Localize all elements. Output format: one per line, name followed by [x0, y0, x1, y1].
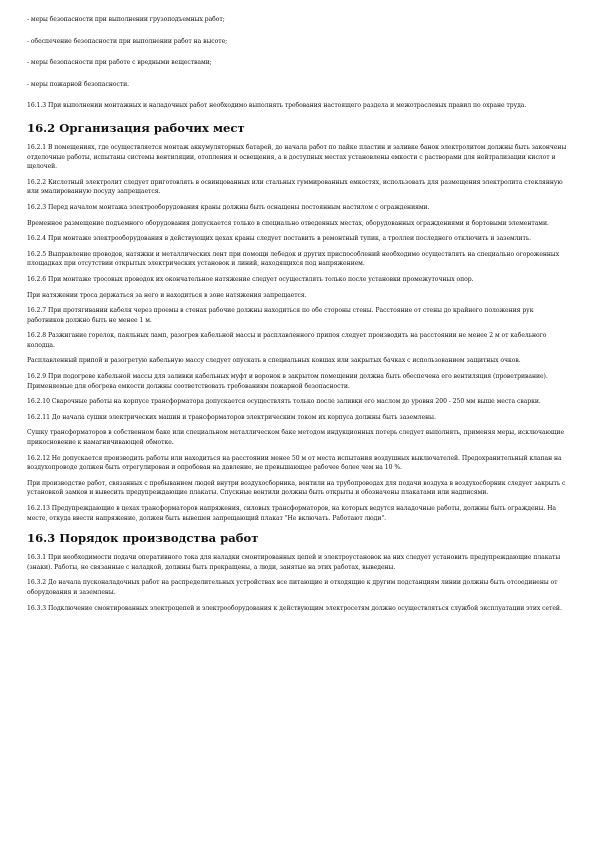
paragraph: Сушку трансформаторов в собственном баке или специальном металлическом баке методом индукционных потерь следует выполнять, применяя меры, исключающие прикосновение к намагничивающей обмотке.: [27, 429, 565, 447]
intro-item: - меры пожарной безопасности.: [27, 80, 130, 88]
paragraph: 16.2.1 В помещениях, где осуществляется монтаж аккумуляторных батарей, до начала работ по пайке пластин и заливке банок электролитом должны быть закончены отделочные работы, испытаны системы вентиляции, отопления и освещения, а в доступных местах установлены емкости с растворами для нейтрализации кислот и щелочей.: [27, 143, 567, 171]
paragraph: 16.2.3 Перед началом монтажа электрооборудования краны должны быть оснащены постоянным настилом с ограждениями.: [27, 203, 430, 211]
paragraph: 16.2.5 Выправление проводов, натяжки и металлических лент при помощи лебедок и других приспособлений необходимо осуществлять на специально огороженных площадках при отсутствии открытых электрических установок и линий, находящихся под напряжением.: [27, 250, 560, 268]
paragraph: 16.1.3 При выполнении монтажных и наладочных работ необходимо выполнять требования настоящего раздела и межотраслевых правил по охране труда.: [27, 102, 527, 110]
intro-item: - меры безопасности при выполнении грузоподъемных работ;: [27, 16, 225, 23]
paragraph: 16.2.11 До начала сушки электрических машин и трансформаторов электрическим током их корпуса должны быть заземлены.: [27, 413, 436, 421]
paragraph: При натяжении троса держаться за него и находиться в зоне натяжения запрещается.: [27, 291, 307, 299]
paragraph: 16.3.2 До начала пусконаладочных работ на распределительных устройствах все питающие и отходящие к другим подстанциям линии должны быть отсоединены от оборудования и заземлены.: [27, 579, 558, 596]
paragraph: 16.2.12 Не допускается производить работы или находиться на расстоянии менее 50 м от места испытания воздушных выключателей. Предохранительный клапан на воздухопроводе должен быть отрегулирован и опробован на давление, не превышающее рабочее более чем на 10 %.: [27, 454, 562, 472]
paragraph: 16.2.2 Кислотный электролит следует приготовлять в освинцованных или стальных гуммированных емкостях, использовать для размещения электролита стеклянную или эмалированную посуду запрещается.: [27, 178, 563, 196]
paragraph: Расплавленный припой и разогретую кабельную массу следует опускать в специальных ковшах или закрытых бачках с использованием защитных очков.: [27, 357, 521, 365]
paragraph: 16.2.10 Сварочные работы на корпусе трансформатора допускается осуществлять только после заливки его маслом до уровня 200 - 250 мм выше места сварки.: [27, 398, 541, 406]
paragraph: 16.2.4 При монтаже электрооборудования в действующих цехах краны следует поставить в ремонтный тупик, а троллеи последнего отключить и заземлить.: [27, 235, 531, 243]
paragraph: 16.2.7 При протягивании кабеля через проемы в стенах рабочие должны находиться по обе стороны стены. Расстояние от стены до крайнего положения рук работников должно быть не менее 1 м.: [27, 307, 534, 324]
paragraph: 16.2.6 При монтаже тросовых проводок их окончательное натяжение следует осуществлять только после установки промежуточных опор.: [27, 275, 474, 283]
section-heading: 16.3 Порядок производства работ: [27, 531, 259, 546]
section-heading: 16.2 Организация рабочих мест: [27, 120, 245, 135]
paragraph: При производстве работ, связанных с пребыванием людей внутри воздухосборника, вентили на трубопроводах для подачи воздуха в воздухосборник следует закрыть с установкой замков и вывесить предупреждающие плакаты. Спускные вентили должны быть открыты и обозначены плакатами или надписями.: [27, 479, 566, 497]
paragraph: 16.3.1 При необходимости подачи оперативного тока для наладки смонтированных цепей и электроустановок на них следует установить предупреждающие плакаты (знаки). Работы, не связанные с наладкой, должны быть прекращены, а люди, занятые на этих работах, выведены.: [27, 554, 561, 571]
intro-item: - обеспечение безопасности при выполнении работ на высоте;: [27, 37, 228, 45]
paragraph: Временное размещение подъемного оборудования допускается только в специально отведенных местах, оборудованных ограждениями и бортовыми элементами.: [27, 219, 549, 227]
paragraph: 16.2.9 При подогреве кабельной массы для заливки кабельных муфт и воронок в закрытом помещении должна быть обеспечена его вентиляция (проветривание). Применяемые для обогрева емкости должны соответствовать требованиям пожарной безопасности.: [27, 373, 548, 390]
document-page: [27, 15, 567, 613]
paragraph: 16.2.8 Разжигание горелок, паяльных ламп, разогрев кабельной массы и расплавленного припоя следует производить на расстоянии не менее 2 м от кабельного колодца.: [27, 332, 547, 349]
paragraph: 16.3.3 Подключение смонтированных электроцепей и электрооборудования к действующим электросетям должно осуществляться службой эксплуатации этих сетей.: [27, 604, 562, 612]
intro-item: - меры безопасности при работе с вредными веществами;: [27, 59, 212, 67]
paragraph: 16.2.13 Предупреждающие в цехах трансформаторов напряжения, силовых трансформаторов, на которых ведутся наладочные работы, должны быть ограждены. На месте, откуда ввести напряжение, должен быть вывешен запрещающий плакат "Не включать. Работают люди".: [27, 505, 556, 522]
